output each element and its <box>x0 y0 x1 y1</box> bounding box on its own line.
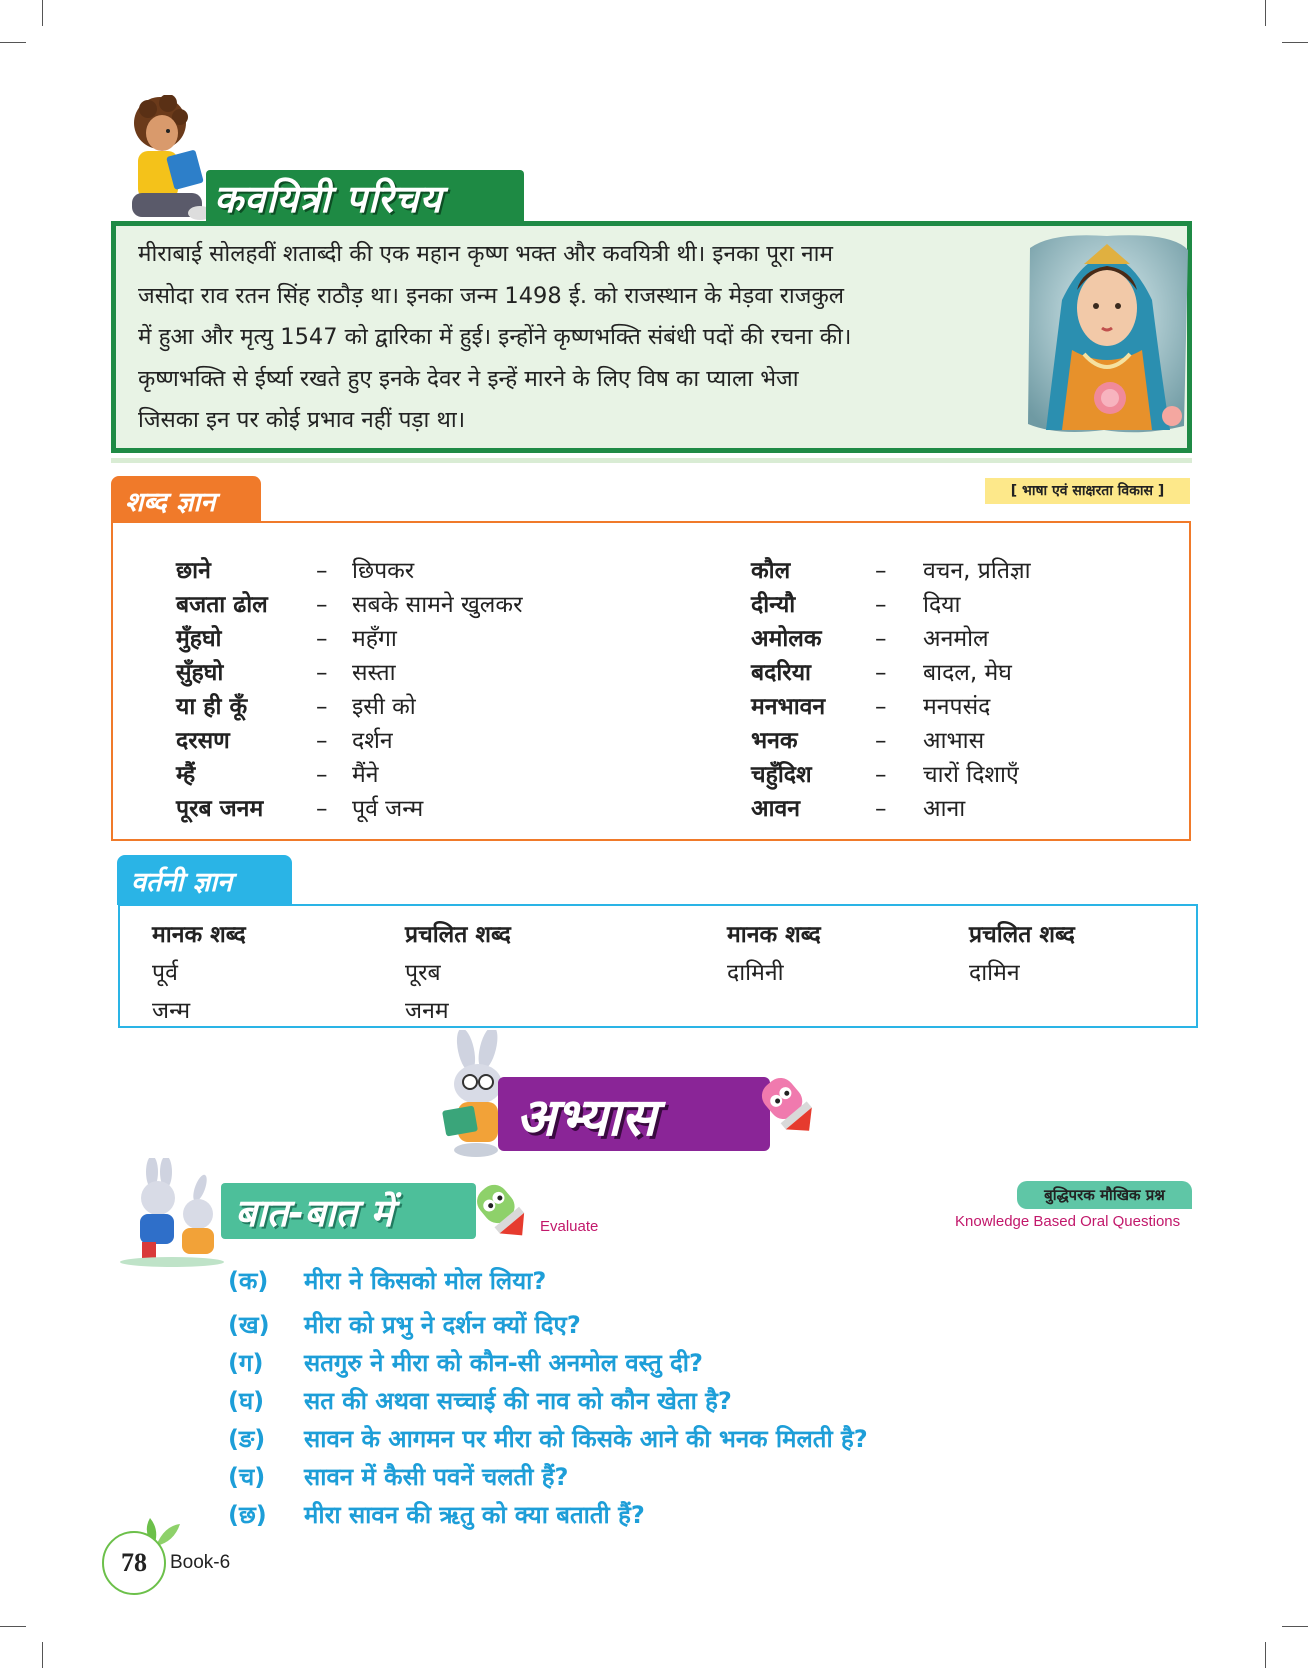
vocab-meaning: मैंने <box>352 762 379 788</box>
crop-mark <box>1265 0 1266 26</box>
vocab-word: बदरिया <box>751 660 812 686</box>
question-text: सावन में कैसी पवनें चलती हैं? <box>304 1463 569 1491</box>
crop-mark <box>0 1626 26 1627</box>
vocab-meaning: दिया <box>923 592 961 618</box>
literacy-badge: [ भाषा एवं साक्षरता विकास ] <box>985 478 1190 504</box>
question-item <box>228 1460 568 1493</box>
vocab-word: चहुँदिश <box>751 762 812 788</box>
spelling-cell: दामिनी <box>727 960 784 986</box>
vocab-meaning: आभास <box>923 728 985 754</box>
shabd-gyan-title: शब्द ज्ञान <box>125 487 216 518</box>
intro-line: में हुआ और मृत्यु 1547 को द्वारिका में हुई। इन्होंने कृष्णभक्ति संबंधी पदों की रचना की। <box>138 324 852 350</box>
vocab-word: सुँहघो <box>176 660 224 686</box>
oral-questions-subtitle: Knowledge Based Oral Questions <box>955 1213 1181 1230</box>
question-item <box>228 1308 581 1341</box>
vocab-dash: – <box>316 762 328 788</box>
question-label: (च) <box>228 1463 266 1491</box>
vocab-meaning: अनमोल <box>923 626 989 652</box>
shabd-gyan-tab <box>111 476 261 522</box>
spelling-header: मानक शब्द <box>152 922 246 948</box>
intro-heading-tab <box>206 170 524 222</box>
question-item <box>228 1264 546 1297</box>
vocab-meaning: मनपसंद <box>923 694 991 720</box>
baat-baat-tab <box>221 1183 476 1239</box>
vocab-meaning: बादल, मेघ <box>923 660 1012 686</box>
spelling-cell: जनम <box>405 998 449 1024</box>
spelling-header: मानक शब्द <box>727 922 821 948</box>
vocab-dash: – <box>875 558 887 584</box>
vocab-dash: – <box>875 762 887 788</box>
baat-baat-title: बात-बात में <box>235 1191 394 1235</box>
vocab-word: मुँहघो <box>176 626 222 652</box>
crop-mark <box>42 1642 43 1668</box>
vocab-word: बजता ढोल <box>176 592 268 618</box>
pencil-mascot-icon <box>468 1176 538 1246</box>
question-label: (ग) <box>228 1349 264 1377</box>
abhyas-title: अभ्यास <box>516 1088 657 1148</box>
spelling-cell: जन्म <box>152 998 191 1024</box>
crop-mark <box>1282 42 1308 43</box>
question-item <box>228 1346 703 1379</box>
crop-mark <box>0 42 26 43</box>
question-item <box>228 1498 645 1531</box>
vocab-dash: – <box>316 728 328 754</box>
vocab-dash: – <box>875 728 887 754</box>
intro-line: कृष्णभक्ति से ईर्ष्या रखते हुए इनके देवर ने इन्हें मारने के लिए विष का प्याला भेजा <box>138 365 799 392</box>
vocab-word: म्हैं <box>176 762 196 788</box>
vocab-dash: – <box>316 558 328 584</box>
vartani-gyan-title: वर्तनी ज्ञान <box>131 867 233 898</box>
vocab-meaning: सस्ता <box>352 660 396 686</box>
spelling-cell: पूर्व <box>152 960 178 986</box>
vocab-dash: – <box>316 592 328 618</box>
vocab-meaning: आना <box>923 796 966 822</box>
vocab-word: अमोलक <box>751 626 822 652</box>
question-text: सत की अथवा सच्चाई की नाव को कौन खेता है? <box>304 1387 732 1415</box>
intro-line: जिसका इन पर कोई प्रभाव नहीं पड़ा था। <box>138 407 466 433</box>
question-text: मीरा सावन की ऋतु को क्या बताती हैं? <box>304 1501 645 1529</box>
question-label: (क) <box>228 1267 269 1295</box>
reading-boy-illustration <box>118 95 218 225</box>
vocab-word: दरसण <box>176 728 230 754</box>
oral-questions-badge: बुद्धिपरक मौखिक प्रश्न <box>1017 1181 1192 1209</box>
question-item <box>228 1422 868 1455</box>
crop-mark <box>42 0 43 26</box>
section-divider <box>111 458 1192 463</box>
vocab-word: पूरब जनम <box>176 796 264 822</box>
crop-mark <box>1265 1642 1266 1668</box>
question-label: (घ) <box>228 1387 265 1415</box>
vocab-word: मनभावन <box>751 694 826 720</box>
vocab-word: भनक <box>751 728 798 754</box>
vocab-meaning: दर्शन <box>352 728 393 754</box>
vocab-dash: – <box>875 660 887 686</box>
vocab-word: दीन्यौ <box>751 592 796 618</box>
spelling-header: प्रचलित शब्द <box>405 922 511 948</box>
question-label: (छ) <box>228 1501 267 1529</box>
book-name: Book-6 <box>170 1552 231 1573</box>
pencil-mascot-icon <box>752 1068 824 1140</box>
vocab-meaning: महँगा <box>352 626 397 652</box>
vocab-dash: – <box>875 796 887 822</box>
vocab-dash: – <box>316 660 328 686</box>
abhyas-banner <box>498 1077 770 1151</box>
evaluate-label: Evaluate <box>540 1218 599 1235</box>
vocab-word: छाने <box>176 558 211 584</box>
spelling-cell: दामिन <box>969 960 1020 986</box>
intro-title: कवयित्री परिचय <box>214 177 443 221</box>
vocab-dash: – <box>875 626 887 652</box>
crop-mark <box>1282 1626 1308 1627</box>
vocab-dash: – <box>875 694 887 720</box>
spelling-header: प्रचलित शब्द <box>969 922 1075 948</box>
vocab-meaning: सबके सामने खुलकर <box>352 592 523 618</box>
meerabai-portrait <box>1022 230 1192 438</box>
vocab-word: आवन <box>751 796 801 822</box>
vocab-dash: – <box>316 796 328 822</box>
vocab-meaning: इसी को <box>352 694 416 720</box>
vocab-meaning: वचन, प्रतिज्ञा <box>923 558 1031 584</box>
intro-box <box>111 221 1192 453</box>
vocab-meaning: छिपकर <box>352 558 415 584</box>
question-label: (ङ) <box>228 1425 266 1453</box>
vocab-dash: – <box>316 694 328 720</box>
bunnies-illustration <box>112 1158 232 1268</box>
page-number: 78 <box>102 1531 166 1595</box>
intro-line: जसोदा राव रतन सिंह राठौड़ था। इनका जन्म 1498 ई. को राजस्थान के मेड़वा राजकुल <box>138 282 844 309</box>
vocab-dash: – <box>875 592 887 618</box>
intro-line: मीराबाई सोलहवीं शताब्दी की एक महान कृष्ण भक्त और कवयित्री थी। इनका पूरा नाम <box>138 241 833 267</box>
intro-paragraph <box>138 234 1000 442</box>
vocab-word: या ही कूँ <box>176 694 248 720</box>
question-text: मीरा ने किसको मोल लिया? <box>304 1267 547 1295</box>
vocab-dash: – <box>316 626 328 652</box>
question-text: सतगुरु ने मीरा को कौन-सी अनमोल वस्तु दी? <box>304 1349 703 1377</box>
spelling-cell: पूरब <box>405 960 441 986</box>
question-label: (ख) <box>228 1311 270 1339</box>
vartani-gyan-tab <box>117 855 292 905</box>
vocab-meaning: चारों दिशाएँ <box>923 762 1019 788</box>
vocab-meaning: पूर्व जन्म <box>352 796 424 822</box>
question-text: मीरा को प्रभु ने दर्शन क्यों दिए? <box>304 1311 581 1339</box>
vocab-word: कौल <box>751 558 791 584</box>
question-item <box>228 1384 732 1417</box>
question-text: सावन के आगमन पर मीरा को किसके आने की भनक मिलती है? <box>304 1425 868 1453</box>
